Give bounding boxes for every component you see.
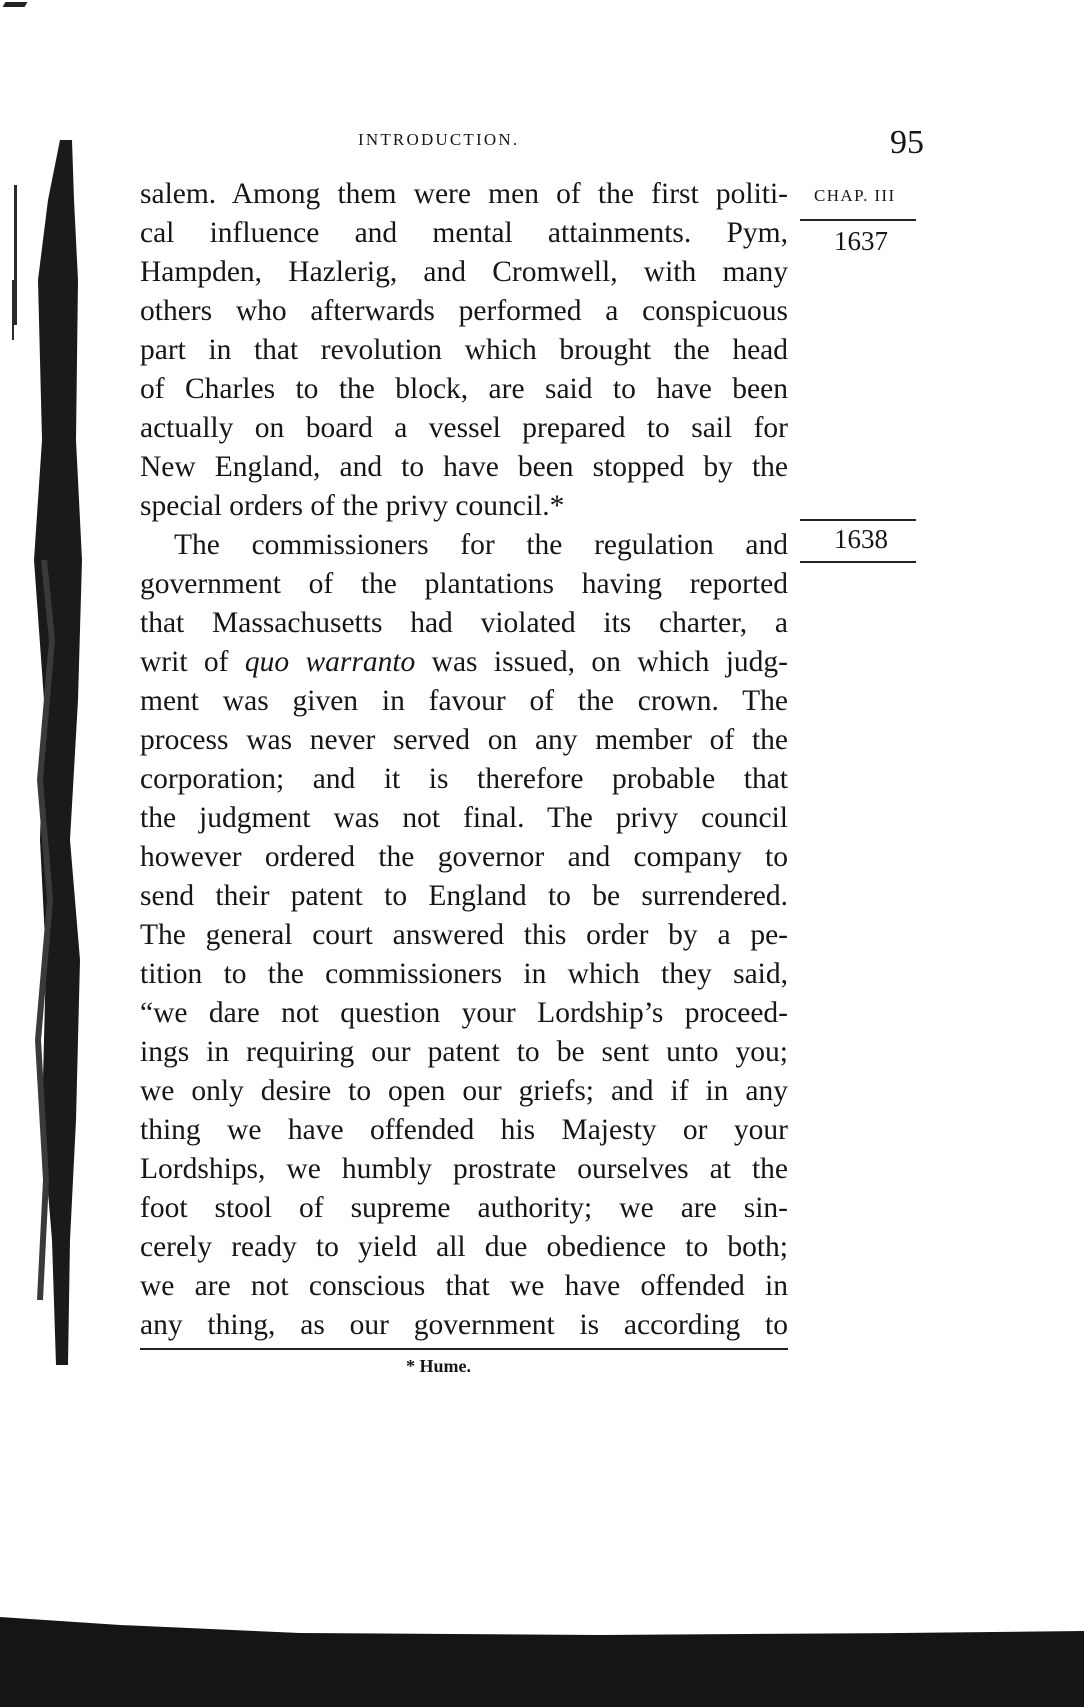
- text-line: tition to the commissioners in which they said,: [140, 958, 788, 990]
- text-line: The commissioners for the regulation and: [174, 529, 788, 561]
- running-head: INTRODUCTION.: [358, 130, 520, 149]
- margin-rule: [800, 561, 916, 563]
- text-line: we only desire to open our griefs; and if in any: [140, 1075, 788, 1107]
- body-text: [140, 175, 788, 1345]
- scan-mark: [3, 2, 28, 7]
- text-line: foot stool of supreme authority; we are sin-: [140, 1192, 788, 1224]
- footnote-rule: [140, 1348, 788, 1350]
- margin-rule: [800, 219, 916, 221]
- text-line: actually on board a vessel prepared to sail for: [140, 412, 788, 444]
- text-line: of Charles to the block, are said to have been: [140, 373, 788, 405]
- text-line: Lordships, we humbly prostrate ourselves at the: [140, 1153, 788, 1185]
- text-run: writ of: [140, 646, 245, 678]
- page-bottom-edge: [0, 1607, 1084, 1707]
- latin-term: quo warranto: [244, 646, 416, 678]
- text-line: government of the plantations having reported: [140, 568, 788, 600]
- text-run: was issued, on which judg-: [415, 646, 788, 678]
- text-line: special orders of the privy council.*: [140, 490, 565, 522]
- text-line: New England, and to have been stopped by the: [140, 451, 788, 483]
- text-line: that Massachusetts had violated its charter, a: [140, 607, 788, 639]
- text-line: others who afterwards performed a conspicuous: [140, 295, 788, 327]
- text-line: ment was given in favour of the crown. The: [140, 685, 788, 717]
- footnote: * Hume.: [406, 1356, 471, 1376]
- binding-shadow: [20, 140, 82, 1365]
- text-line: salem. Among them were men of the first politi-: [140, 178, 788, 210]
- margin-rule: [800, 519, 916, 521]
- text-line: cal influence and mental attainments. Pym,: [140, 217, 788, 249]
- text-line: the judgment was not final. The privy council: [140, 802, 788, 834]
- text-line: send their patent to England to be surrendered.: [140, 880, 788, 912]
- text-line: however ordered the governor and company to: [140, 841, 788, 873]
- text-line: thing we have offended his Majesty or your: [140, 1114, 788, 1146]
- margin-chapter: CHAP. III: [814, 186, 896, 205]
- text-line: we are not conscious that we have offended in: [140, 1270, 788, 1302]
- text-line: The general court answered this order by a pe-: [140, 919, 788, 951]
- text-line: cerely ready to yield all due obedience to both;: [140, 1231, 788, 1263]
- scan-tick: [14, 185, 17, 325]
- page-number: 95: [890, 124, 924, 161]
- scan-tick: [12, 280, 14, 340]
- text-line: “we dare not question your Lordship’s proceed-: [140, 997, 788, 1029]
- text-line: Hampden, Hazlerig, and Cromwell, with many: [140, 256, 788, 288]
- text-line: part in that revolution which brought the head: [140, 334, 788, 366]
- text-line: process was never served on any member of the: [140, 724, 788, 756]
- margin-year-1637: 1637: [834, 226, 888, 256]
- margin-year-1638: 1638: [834, 524, 888, 554]
- text-line: any thing, as our government is according to: [140, 1309, 788, 1341]
- text-line: [140, 643, 788, 682]
- text-line: ings in requiring our patent to be sent unto you;: [140, 1036, 788, 1068]
- text-line: corporation; and it is therefore probable that: [140, 763, 788, 795]
